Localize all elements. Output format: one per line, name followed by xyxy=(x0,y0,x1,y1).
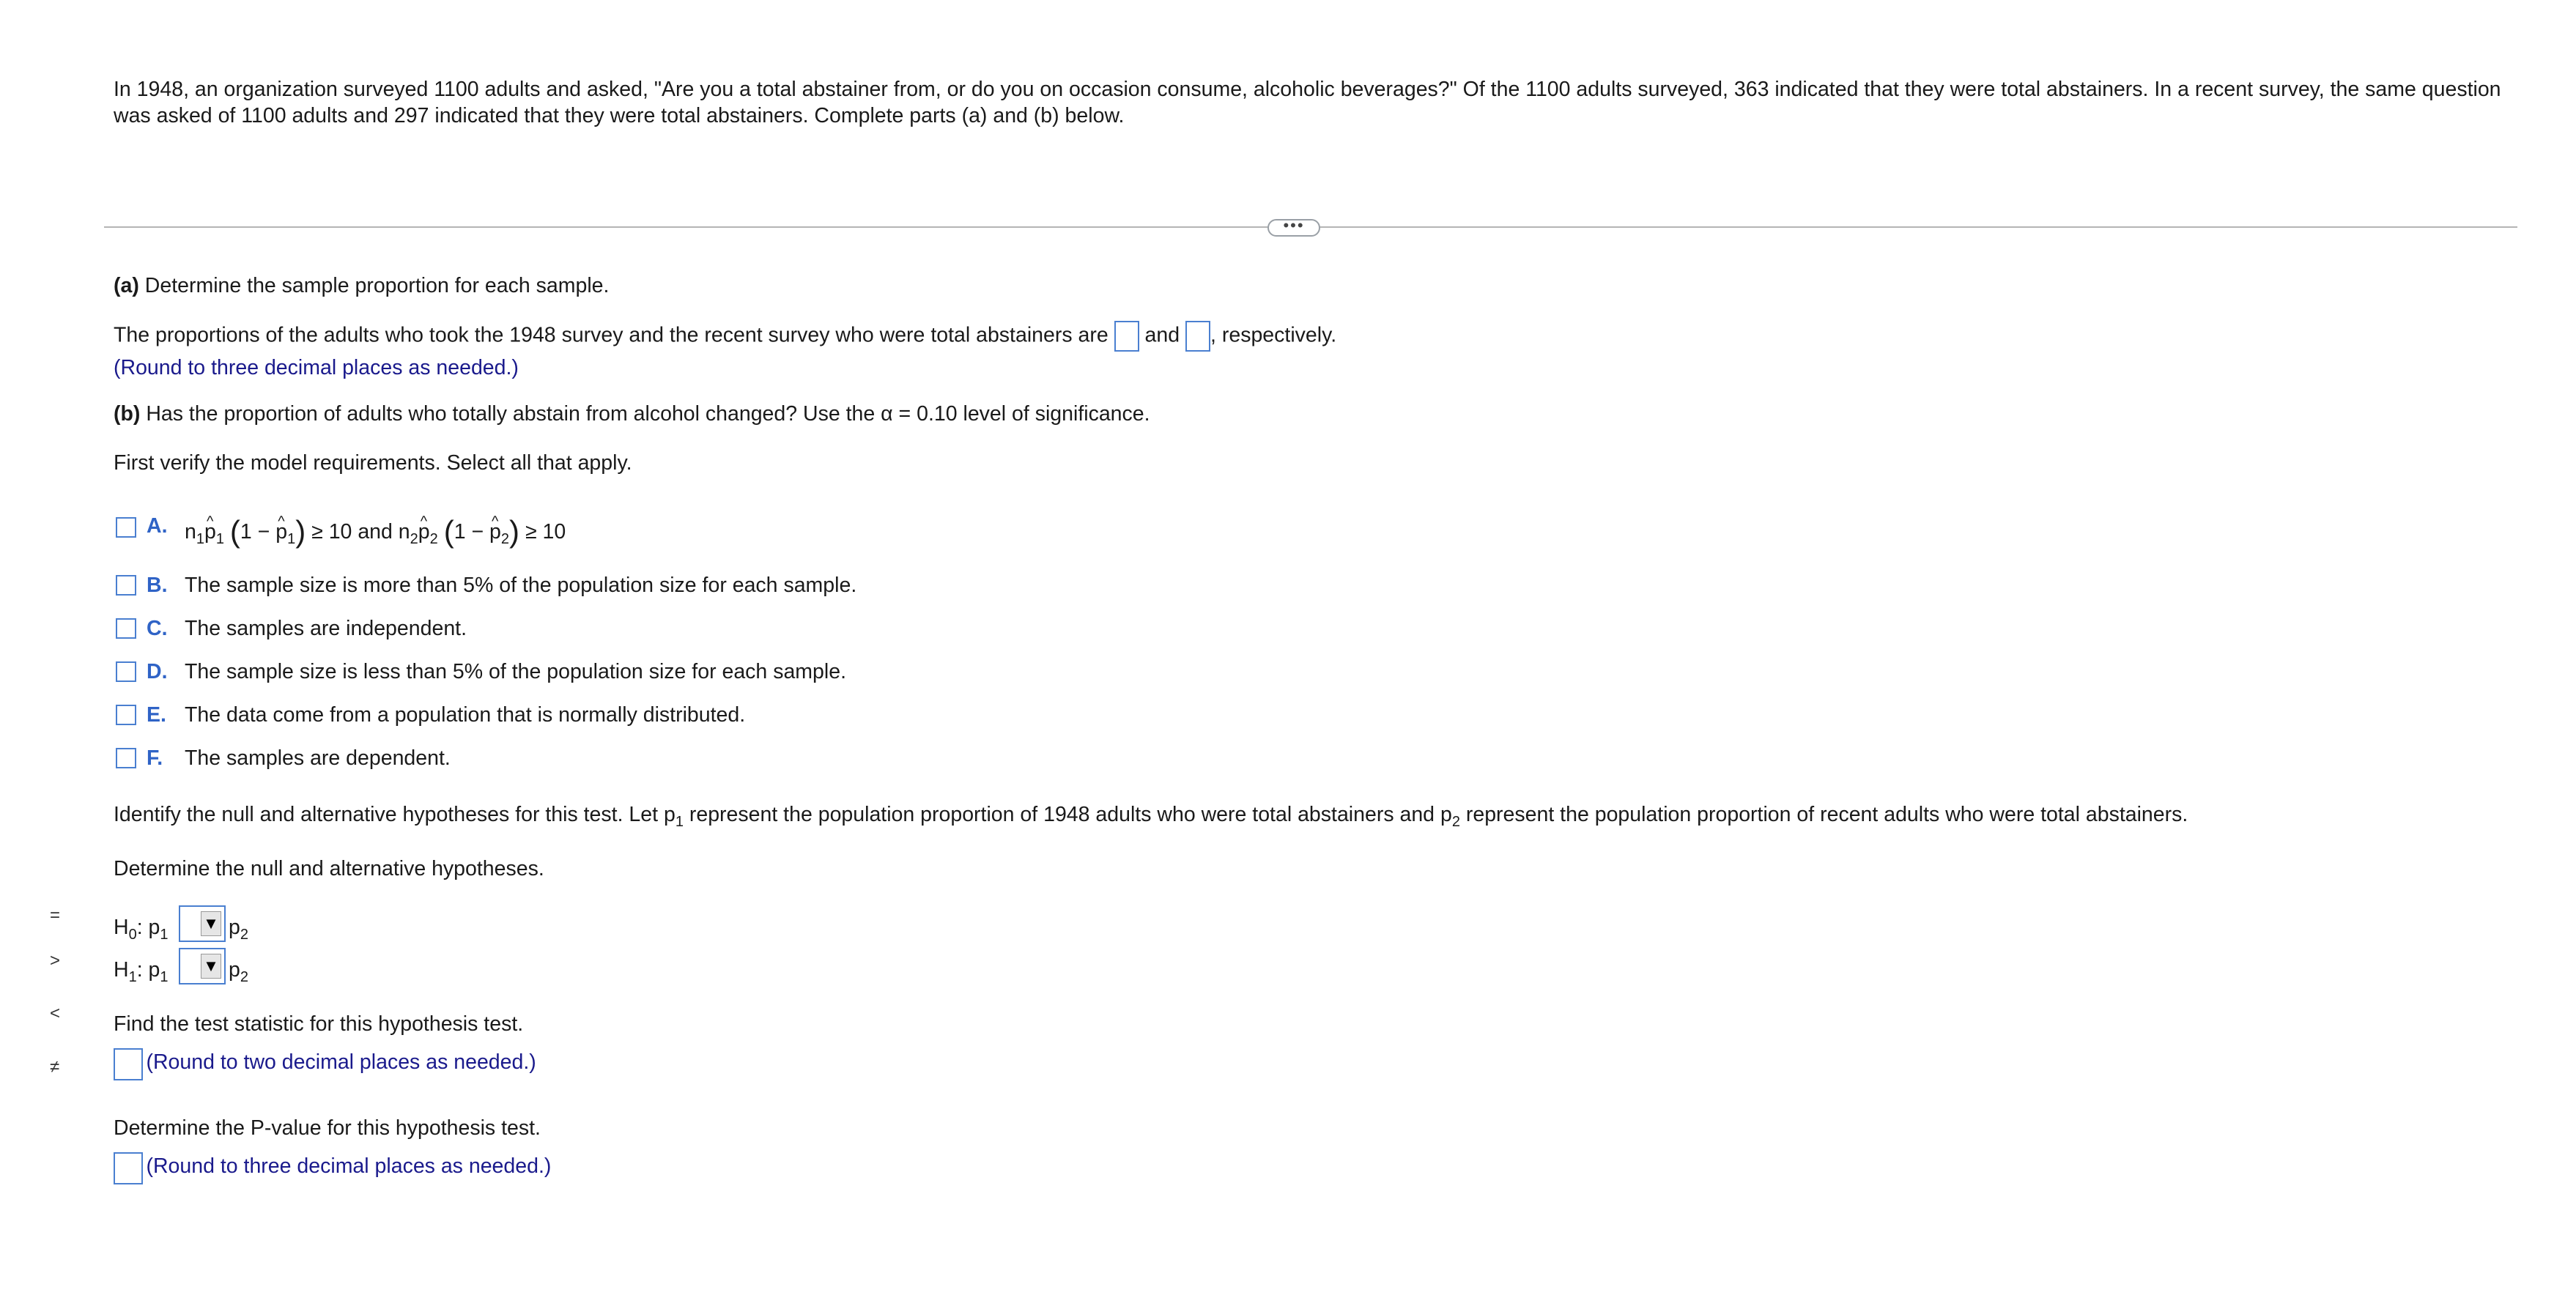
symbol-greater[interactable]: > xyxy=(50,951,61,971)
proportion-sentence xyxy=(114,321,1336,352)
part-a-label: (a) xyxy=(114,274,139,297)
identify-part-3: represent the population proportion of recent adults who were total abstainers. xyxy=(1459,803,2188,826)
test-stat-input[interactable] xyxy=(114,1048,143,1080)
proportion-recent-input[interactable] xyxy=(1185,321,1210,352)
option-b-letter: B. xyxy=(147,574,168,597)
problem-line-1: In 1948, an organization surveyed 1100 adults and asked, "Are you a total abstainer from, or do you on occasion consume, alcoholic beverages?" Of the 1100 adults surveyed, 363 indicated that they were total abstainers. In a recent survey, the same question xyxy=(114,78,2501,101)
h0-H: H xyxy=(114,916,129,939)
proportion-sentence-start: The proportions of the adults who took the 1948 survey and the recent survey who were total abstainers are xyxy=(114,323,1109,347)
option-b-checkbox[interactable] xyxy=(116,575,136,596)
h1-p2 xyxy=(229,957,248,990)
option-f-text: The samples are dependent. xyxy=(185,746,451,770)
symbol-less[interactable]: < xyxy=(50,1004,61,1023)
part-a-prompt: Determine the sample proportion for each sample. xyxy=(144,274,610,297)
pvalue-prompt: Determine the P-value for this hypothesis test. xyxy=(114,1116,541,1140)
verify-instruction: First verify the model requirements. Select all that apply. xyxy=(114,451,632,475)
h0-p1: : p xyxy=(136,916,160,939)
test-stat-hint: (Round to two decimal places as needed.) xyxy=(146,1050,536,1074)
identify-instruction: Identify the null and alternative hypotheses for this test. Let $p_1$ represent the population proportion of 1948 adults who were total abstainers and $p_2$ represent the population proportion of recent adults who were total abstainers. xyxy=(114,803,2188,830)
h1-operator-dropdown[interactable] xyxy=(179,948,226,984)
h1-p2-letter: p xyxy=(229,958,240,982)
option-b-text: The sample size is more than 5% of the population size for each sample. xyxy=(185,574,857,597)
option-a-ineq-2: ≥ 10 xyxy=(525,520,566,544)
h0-p1-sub: 1 xyxy=(160,927,169,943)
symbol-equals[interactable]: = xyxy=(50,905,61,925)
h1-H: H xyxy=(114,958,129,982)
option-c-checkbox[interactable] xyxy=(116,618,136,639)
proportion-sentence-end: , respectively. xyxy=(1210,323,1337,347)
h0-sub: 0 xyxy=(128,927,137,943)
option-a-checkbox[interactable] xyxy=(116,517,136,538)
symbol-not-equal[interactable]: ≠ xyxy=(50,1057,60,1077)
h1-p2-sub: 2 xyxy=(240,969,248,985)
pvalue-input[interactable] xyxy=(114,1152,143,1184)
option-a-letter: A. xyxy=(147,514,168,538)
more-options-button[interactable]: ••• xyxy=(1267,219,1320,237)
h0-p2-sub: 2 xyxy=(240,927,248,943)
part-b-prompt: Has the proportion of adults who totally abstain from alcohol changed? Use the α = 0.10 level of significance. xyxy=(146,402,1150,426)
proportion-and: and xyxy=(1144,323,1180,347)
option-a-ineq-1: ≥ 10 and xyxy=(311,520,393,544)
pvalue-hint: (Round to three decimal places as needed.) xyxy=(146,1154,552,1178)
option-e-checkbox[interactable] xyxy=(116,705,136,725)
h0-p2 xyxy=(229,914,248,948)
h1-p1: : p xyxy=(136,958,160,982)
option-c-letter: C. xyxy=(147,617,168,640)
part-b-heading xyxy=(114,401,1150,427)
problem-statement xyxy=(114,76,2531,129)
dropdown-arrow-icon: ▼ xyxy=(201,911,221,936)
h0-operator-dropdown[interactable] xyxy=(179,905,226,942)
part-b-label: (b) xyxy=(114,402,141,426)
option-f-checkbox[interactable] xyxy=(116,748,136,768)
h0-p2-letter: p xyxy=(229,916,240,939)
option-f-letter: F. xyxy=(147,746,163,770)
option-d-letter: D. xyxy=(147,660,168,683)
part-a-hint: (Round to three decimal places as needed.) xyxy=(114,356,519,379)
h1-p1-sub: 1 xyxy=(160,969,169,985)
option-e-text: The data come from a population that is normally distributed. xyxy=(185,703,746,727)
identify-part-2: represent the population proportion of 1948 adults who were total abstainers and p xyxy=(683,803,1452,826)
option-e-letter: E. xyxy=(147,703,166,727)
test-stat-prompt: Find the test statistic for this hypothesis test. xyxy=(114,1012,524,1036)
h0-label xyxy=(114,914,169,948)
h1-sub: 1 xyxy=(128,969,137,985)
option-c-text: The samples are independent. xyxy=(185,617,467,640)
part-a-heading xyxy=(114,272,609,299)
proportion-1948-input[interactable] xyxy=(1114,321,1139,352)
pvalue-row xyxy=(114,1151,551,1184)
option-a-formula: $n_1\^{}$ $p_1$ (1 − ^ $p_1) \ge 10$ and $n_2\^{}$ $p_2$ (1 − ^ $p_2) \ge 10$ xyxy=(185,519,566,552)
option-d-checkbox[interactable] xyxy=(116,661,136,682)
option-d-text: The sample size is less than 5% of the population size for each sample. xyxy=(185,660,846,683)
problem-line-2: was asked of 1100 adults and 297 indicated that they were total abstainers. Complete parts (a) and (b) below. xyxy=(114,104,1125,127)
dropdown-arrow-icon: ▼ xyxy=(201,954,221,979)
test-stat-row xyxy=(114,1047,536,1080)
h1-label xyxy=(114,957,169,990)
determine-hypotheses: Determine the null and alternative hypotheses. xyxy=(114,857,544,880)
identify-part-1: Identify the null and alternative hypotheses for this test. Let p xyxy=(114,803,676,826)
